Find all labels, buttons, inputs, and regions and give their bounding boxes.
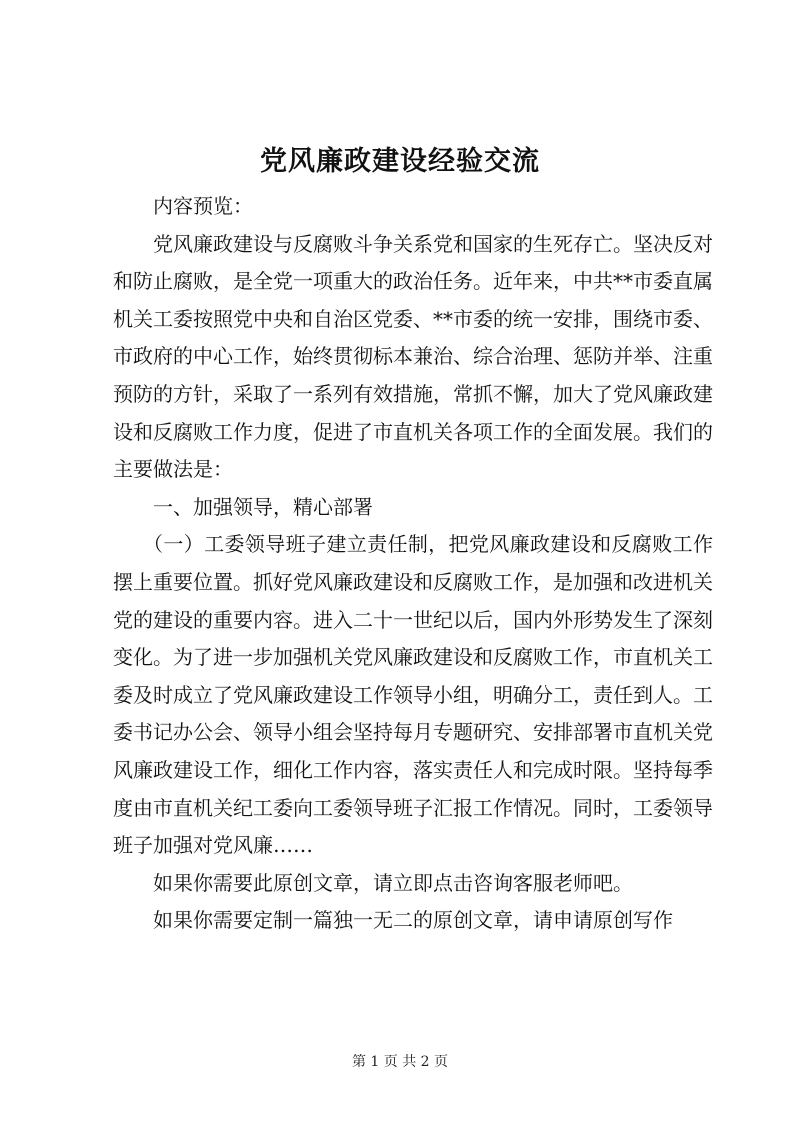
document-title: 党风廉政建设经验交流: [260, 146, 540, 177]
section-paragraph: （一）工委领导班子建立责任制，把党风廉政建设和反腐败工作摆上重要位置。抓好党风廉政建设和反腐败工作，是加强和改进机关党的建设的重要内容。进入二十一世纪以后，国内外形势发生了深刻变化。为了进一步加强机关党风廉政建设和反腐败工作，市直机关工委及时成立了党风廉政建设工作领导小组，明确分工，责任到人。工委书记办公会、领导小组会坚持每月专题研究、安排部署市直机关党风廉政建设工作，细化工作内容，落实责任人和完成时限。坚持每季度由市直机关纪工委向工委领导班子汇报工作情况。同时，工委领导班子加强对党风廉……: [113, 532, 713, 858]
section-heading: 一、加强领导，精心部署: [153, 494, 373, 519]
document-body: [113, 188, 713, 940]
preview-label: 内容预览：: [153, 194, 253, 218]
contact-service-link[interactable]: 如果你需要此原创文章，请立即点击咨询客服老师吧。: [153, 870, 633, 895]
page-footer: 第 1 页 共 2 页: [351, 1054, 449, 1070]
intro-paragraph: 党风廉政建设与反腐败斗争关系党和国家的生死存亡。坚决反对和防止腐败，是全党一项重大的政治任务。近年来，中共**市委直属机关工委按照党中央和自治区党委、**市委的统一安排，围绕市委、市政府的中心工作，始终贯彻标本兼治、综合治理、惩防并举、注重预防的方针，采取了一系列有效措施，常抓不懈，加大了党风廉政建设和反腐败工作力度，促进了市直机关各项工作的全面发展。我们的主要做法是：: [113, 231, 713, 482]
custom-writing-link[interactable]: 如果你需要定制一篇独一无二的原创文章，请申请原创写作: [153, 908, 673, 933]
